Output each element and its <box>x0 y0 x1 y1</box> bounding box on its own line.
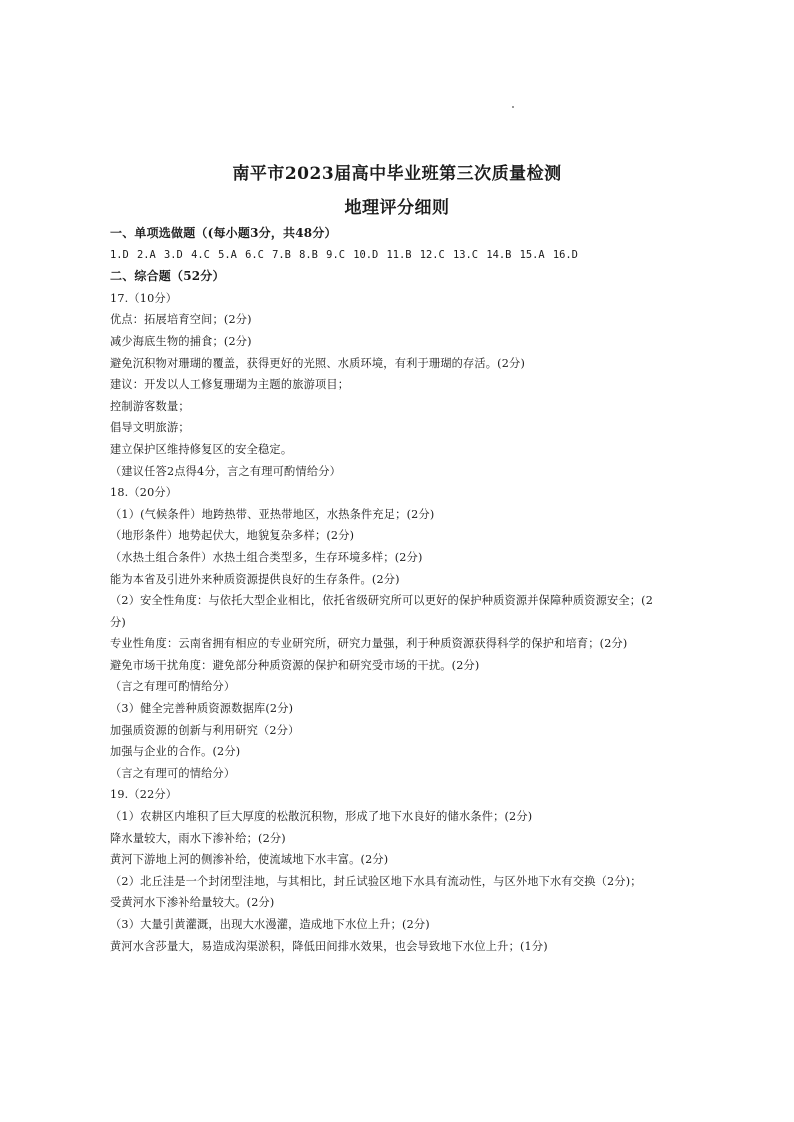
text-line: 优点：拓展培育空间；(2分) <box>110 313 252 327</box>
text-line: 黄河水含莎量大，易造成沟渠淤积，降低田间排水效果，也会导致地下水位上升；(1分) <box>110 939 548 953</box>
text-line: 建立保护区维持修复区的安全稳定。 <box>110 442 293 456</box>
text-line: （1）农耕区内堆积了巨大厚度的松散沉积物，形成了地下水良好的储水条件；(2分) <box>110 810 533 824</box>
document-subtitle: 地理评分细则 <box>344 198 450 218</box>
document-body <box>110 223 710 957</box>
text-line: 建议：开发以人工修复珊瑚为主题的旅游项目； <box>110 378 350 392</box>
text-line: （言之有理可酌情给分） <box>110 680 236 694</box>
text-line: 能为本省及引进外来种质资源提供良好的生存条件。(2分) <box>110 572 400 586</box>
text-line: （2）安全性角度：与依托大型企业相比，依托省级研究所可以更好的保护种质资源并保障种质资源安全；(2 <box>110 594 654 608</box>
text-line: （3）大量引黄灌溉，出现大水漫灌，造成地下水位上升；(2分) <box>110 918 430 931</box>
scan-dot-mark <box>512 106 514 108</box>
text-line: 受黄河水下渗补给量较大。(2分) <box>110 896 275 910</box>
text-line: 倡导文明旅游； <box>110 421 190 435</box>
text-line: 加强质资源的创新与利用研究（2分） <box>110 723 300 737</box>
text-line: 专业性角度：云南省拥有相应的专业研究所，研究力量强，利于种质资源获得科学的保护和培育；(2分) <box>110 637 628 651</box>
text-line: （地形条件）地势起伏大，地貌复杂多样；(2分) <box>110 529 355 543</box>
text-line: 降水量较大，雨水下渗补给；(2分) <box>110 831 286 845</box>
text-line: 18.（20分） <box>110 486 178 500</box>
text-line: （1）(气候条件）地跨热带、亚热带地区，水热条件充足；(2分) <box>110 507 435 521</box>
text-line: 避免市场干扰角度：避免部分种质资源的保护和研究受市场的干扰。(2分) <box>110 658 480 672</box>
text-line: 19.（22分） <box>110 788 178 802</box>
text-line: （言之有理可的情给分） <box>110 766 236 780</box>
text-line: （2）北丘洼是一个封闭型洼地，与其相比，封丘试验区地下水具有流动性，与区外地下水有交换（2分)； <box>110 874 642 888</box>
text-line: （3）健全完善种质资源数据库(2分) <box>110 702 294 716</box>
text-line: 黄河下游地上河的侧渗补给，使流域地下水丰富。(2分) <box>110 853 389 867</box>
text-line: （建议任答2点得4分，言之有理可酌情给分） <box>110 464 341 478</box>
answer-key-line: 1.D 2.A 3.D 4.C 5.A 6.C 7.B 8.B 9.C 10.D 11.B 12.C 13.C 14.B 15.A 16.D <box>110 248 578 261</box>
text-line: 控制游客数量； <box>110 399 190 413</box>
text-line: 17.（10分） <box>110 291 178 305</box>
text-line: 分) <box>110 615 126 629</box>
text-line: 避免沉积物对珊瑚的覆盖，获得更好的光照、水质环境，有利于珊瑚的存活。(2分) <box>110 356 526 370</box>
document-title: 南平市2023届高中毕业班第三次质量检测 <box>232 164 562 184</box>
text-line: （水热土组合条件）水热土组合类型多，生存环境多样；(2分) <box>110 550 423 564</box>
text-line: 减少海底生物的捕食；(2分) <box>110 334 252 348</box>
text-line: 加强与企业的合作。(2分) <box>110 745 241 759</box>
section-heading: 二、综合题（52分） <box>110 269 225 284</box>
section-heading: 一、单项选做题（(每小题3分，共48分） <box>110 226 337 240</box>
